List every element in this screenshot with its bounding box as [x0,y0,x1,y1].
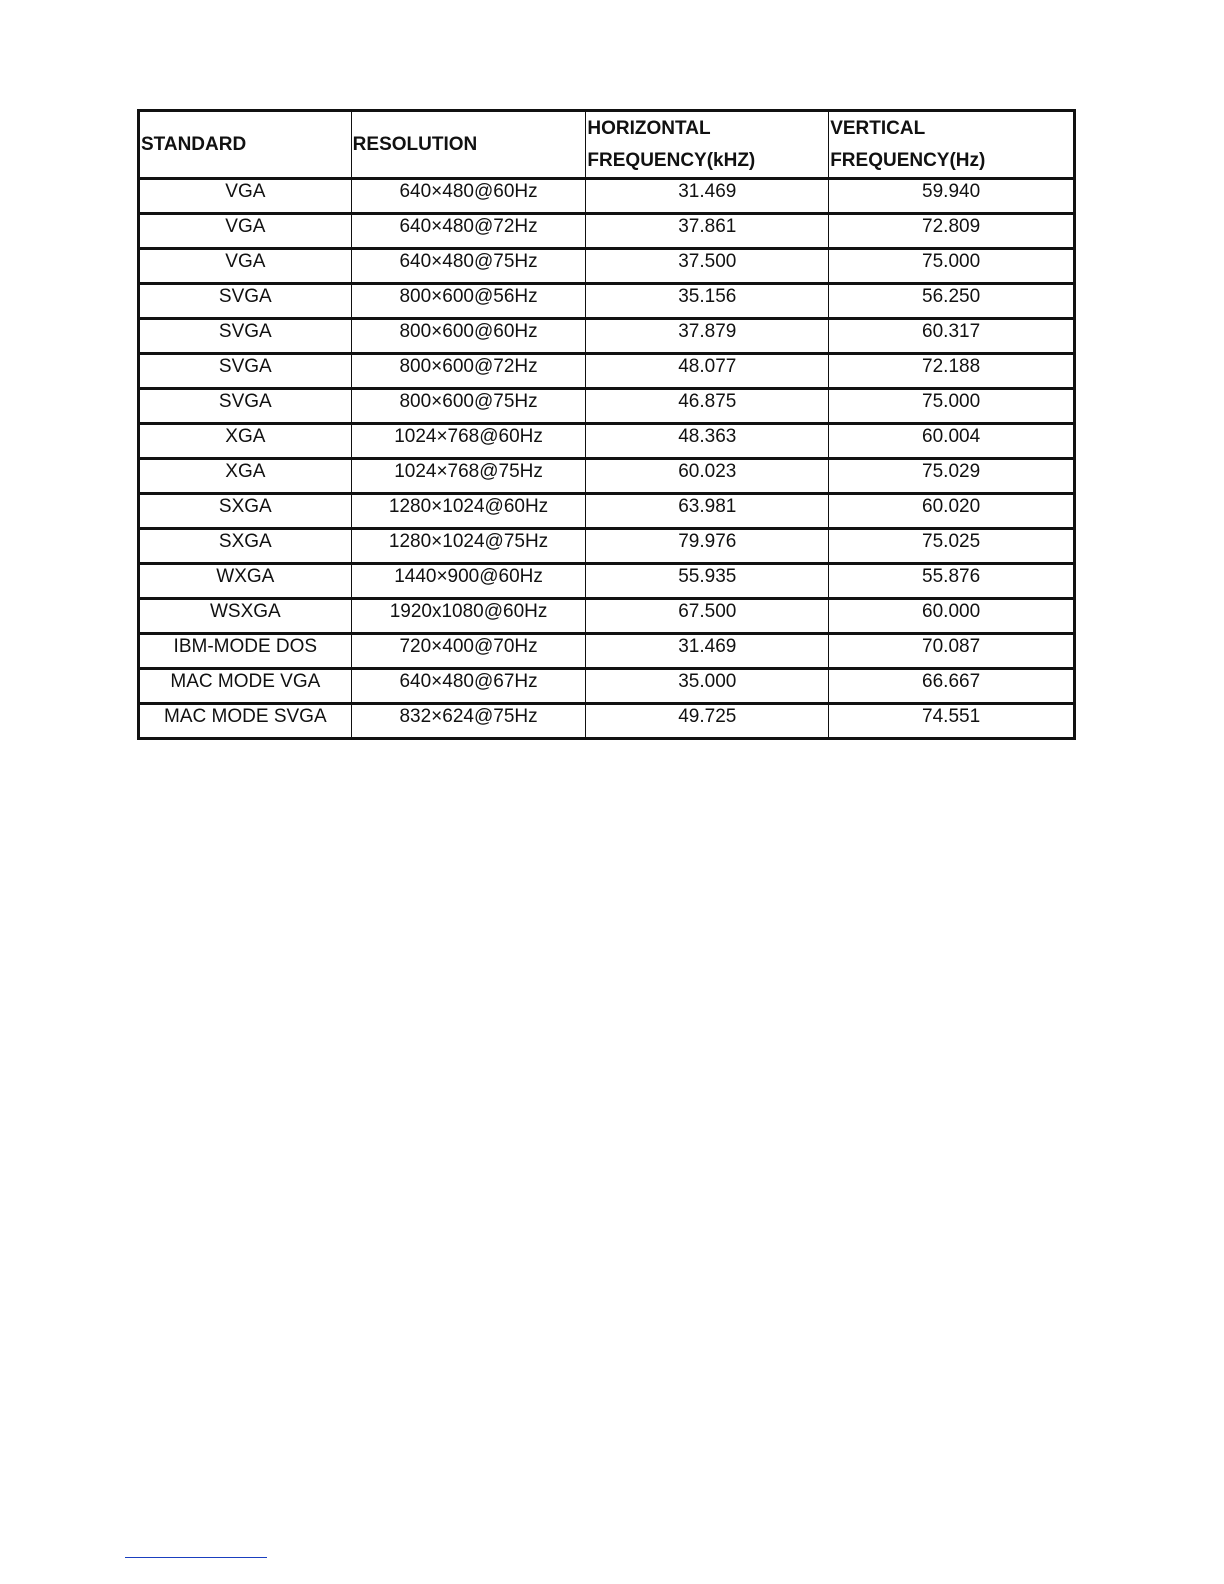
cell-horizontal-frequency: 67.500 [586,599,829,634]
cell-horizontal-frequency: 37.879 [586,319,829,354]
cell-horizontal-frequency: 49.725 [586,704,829,739]
cell-vertical-frequency: 55.876 [829,564,1075,599]
header-standard-label: STANDARD [141,133,247,155]
table-row [139,529,1075,564]
table-row [139,249,1075,284]
cell-resolution: 800×600@60Hz [351,319,586,354]
cell-standard: MAC MODE SVGA [139,704,352,739]
cell-resolution: 1920x1080@60Hz [351,599,586,634]
cell-standard: XGA [139,459,352,494]
table-row [139,494,1075,529]
header-standard [139,111,352,179]
cell-vertical-frequency: 74.551 [829,704,1075,739]
cell-vertical-frequency: 75.025 [829,529,1075,564]
table-row [139,389,1075,424]
cell-vertical-frequency: 75.000 [829,249,1075,284]
cell-vertical-frequency: 60.004 [829,424,1075,459]
cell-vertical-frequency: 60.317 [829,319,1075,354]
cell-resolution: 800×600@72Hz [351,354,586,389]
cell-horizontal-frequency: 46.875 [586,389,829,424]
cell-vertical-frequency: 56.250 [829,284,1075,319]
footer-rule [125,1557,267,1558]
cell-resolution: 1280×1024@75Hz [351,529,586,564]
header-resolution-label: RESOLUTION [352,133,478,155]
cell-resolution: 1024×768@60Hz [351,424,586,459]
table-row [139,564,1075,599]
table-row [139,179,1075,214]
table-row [139,214,1075,249]
cell-horizontal-frequency: 35.000 [586,669,829,704]
cell-vertical-frequency: 75.029 [829,459,1075,494]
header-vertical-label-line2: FREQUENCY(Hz) [830,149,986,171]
cell-standard: WSXGA [139,599,352,634]
table-row [139,599,1075,634]
cell-horizontal-frequency: 31.469 [586,634,829,669]
cell-resolution: 640×480@60Hz [351,179,586,214]
cell-vertical-frequency: 72.188 [829,354,1075,389]
cell-standard: SVGA [139,389,352,424]
cell-resolution: 640×480@72Hz [351,214,586,249]
cell-standard: MAC MODE VGA [139,669,352,704]
table-row [139,669,1075,704]
table-row [139,704,1075,739]
header-horizontal-label-line1: HORIZONTAL [587,117,711,139]
table-header-row [139,111,1075,179]
cell-standard: VGA [139,179,352,214]
cell-horizontal-frequency: 37.500 [586,249,829,284]
cell-vertical-frequency: 60.020 [829,494,1075,529]
cell-resolution: 640×480@67Hz [351,669,586,704]
cell-vertical-frequency: 72.809 [829,214,1075,249]
cell-resolution: 800×600@75Hz [351,389,586,424]
table-row [139,634,1075,669]
header-vertical-label-line1: VERTICAL [830,117,926,139]
cell-standard: WXGA [139,564,352,599]
cell-standard: SVGA [139,319,352,354]
cell-resolution: 1024×768@75Hz [351,459,586,494]
cell-resolution: 1280×1024@60Hz [351,494,586,529]
cell-vertical-frequency: 70.087 [829,634,1075,669]
table-row [139,354,1075,389]
cell-horizontal-frequency: 55.935 [586,564,829,599]
header-resolution [351,111,586,179]
header-vertical-frequency [829,111,1075,179]
header-horizontal-label-line2: FREQUENCY(kHZ) [587,149,756,171]
table-row [139,319,1075,354]
table-row [139,459,1075,494]
cell-horizontal-frequency: 31.469 [586,179,829,214]
cell-horizontal-frequency: 63.981 [586,494,829,529]
table-body [139,179,1075,739]
cell-standard: IBM-MODE DOS [139,634,352,669]
cell-standard: XGA [139,424,352,459]
cell-resolution: 800×600@56Hz [351,284,586,319]
cell-vertical-frequency: 60.000 [829,599,1075,634]
cell-horizontal-frequency: 79.976 [586,529,829,564]
cell-standard: SVGA [139,354,352,389]
cell-resolution: 720×400@70Hz [351,634,586,669]
table-row [139,284,1075,319]
cell-standard: SXGA [139,494,352,529]
cell-vertical-frequency: 66.667 [829,669,1075,704]
cell-resolution: 1440×900@60Hz [351,564,586,599]
cell-horizontal-frequency: 48.363 [586,424,829,459]
cell-vertical-frequency: 75.000 [829,389,1075,424]
table-row [139,424,1075,459]
cell-horizontal-frequency: 60.023 [586,459,829,494]
cell-resolution: 640×480@75Hz [351,249,586,284]
timing-modes-table [137,109,1076,740]
cell-horizontal-frequency: 37.861 [586,214,829,249]
cell-standard: VGA [139,214,352,249]
cell-standard: SXGA [139,529,352,564]
cell-vertical-frequency: 59.940 [829,179,1075,214]
cell-horizontal-frequency: 48.077 [586,354,829,389]
cell-resolution: 832×624@75Hz [351,704,586,739]
cell-horizontal-frequency: 35.156 [586,284,829,319]
cell-standard: SVGA [139,284,352,319]
cell-standard: VGA [139,249,352,284]
header-horizontal-frequency [586,111,829,179]
